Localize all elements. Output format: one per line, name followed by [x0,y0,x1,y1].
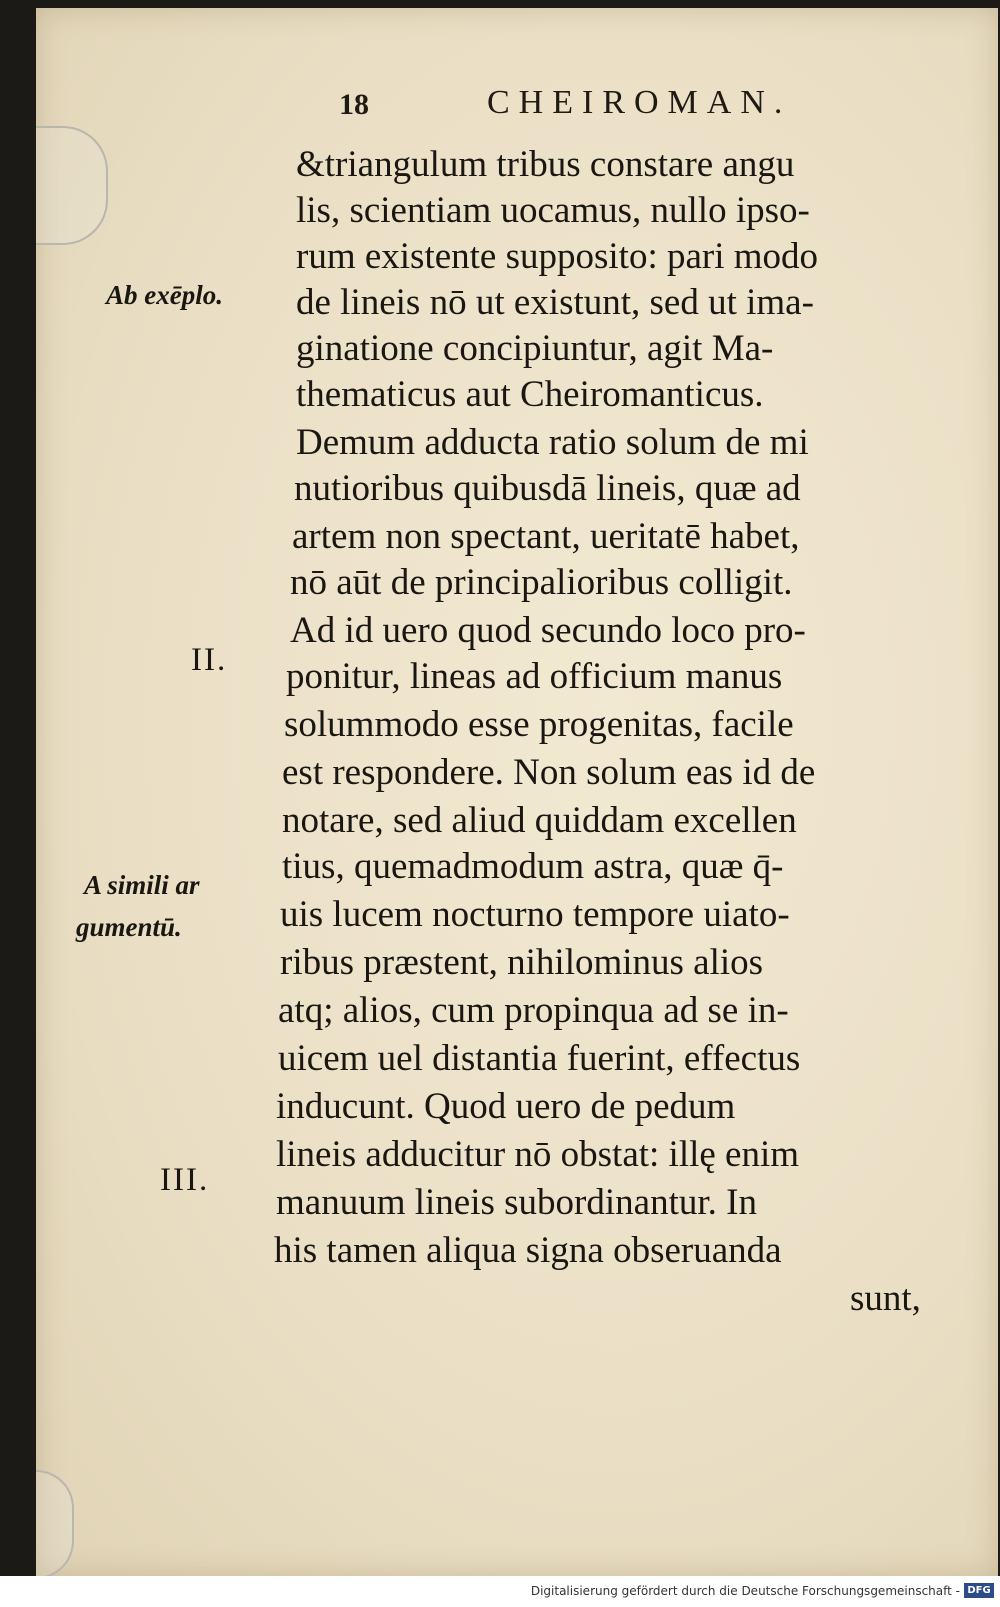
text-line: lineis adducitur nō obstat: illę enim [276,1134,800,1175]
text-line: nō aūt de principalioribus colligit. [290,562,793,603]
running-head [339,84,879,128]
text-line: artem non spectant, ueritatē habet, [292,516,800,557]
text-line: thematicus aut Cheiromanticus. [296,374,764,415]
text-line: est respondere. Non solum eas id de [282,752,816,793]
text-line: uicem uel distantia fuerint, effectus [278,1038,801,1079]
catchword: sunt, [850,1278,921,1319]
text-line: lis, scientiam uocamus, nullo ipso- [296,190,810,231]
book-page [36,8,998,1576]
text-line: &triangulum tribus constare angu [296,144,795,185]
page-clip-top [36,126,108,245]
margin-note: gumentū. [76,912,182,942]
text-line: notare, sed aliud quiddam excellen [282,800,797,841]
text-line: rum existente supposito: pari modo [296,236,819,277]
margin-numeral: III. [160,1162,210,1198]
text-line: de lineis nō ut existunt, sed ut ima- [296,282,814,323]
page-number: 18 [339,88,369,121]
text-line: his tamen aliqua signa obseruanda [274,1230,782,1271]
text-line: solummodo esse progenitas, facile [284,704,794,745]
text-line: uis lucem nocturno tempore uiato- [280,894,790,935]
text-line: ginatione concipiuntur, agit Ma- [296,328,774,369]
text-line: ponitur, lineas ad officium manus [286,656,783,697]
text-line: Ad id uero quod secundo loco pro- [290,610,806,651]
text-line: ribus præstent, nihilominus alios [280,942,764,983]
text-line: manuum lineis subordinantur. In [276,1182,757,1223]
text-line: nutioribus quibusdā lineis, quæ ad [294,468,801,509]
digitization-footer [0,1576,1000,1607]
running-title: CHEIROMAN. [487,84,792,121]
footer-credit: Digitalisierung gefördert durch die Deutsche Forschungsgemeinschaft - [530,1584,960,1598]
page-clip-bottom [36,1470,74,1579]
text-line: tius, quemadmodum astra, quæ q̄- [282,846,784,887]
dfg-logo: DFG [964,1583,994,1598]
margin-note: Ab exēplo. [106,280,223,310]
margin-note: A simili ar [84,870,200,900]
text-line: inducunt. Quod uero de pedum [276,1086,736,1127]
text-line: atq; alios, cum propinqua ad se in- [278,990,789,1031]
margin-numeral: II. [191,642,228,678]
text-line: Demum adducta ratio solum de mi [296,422,809,463]
